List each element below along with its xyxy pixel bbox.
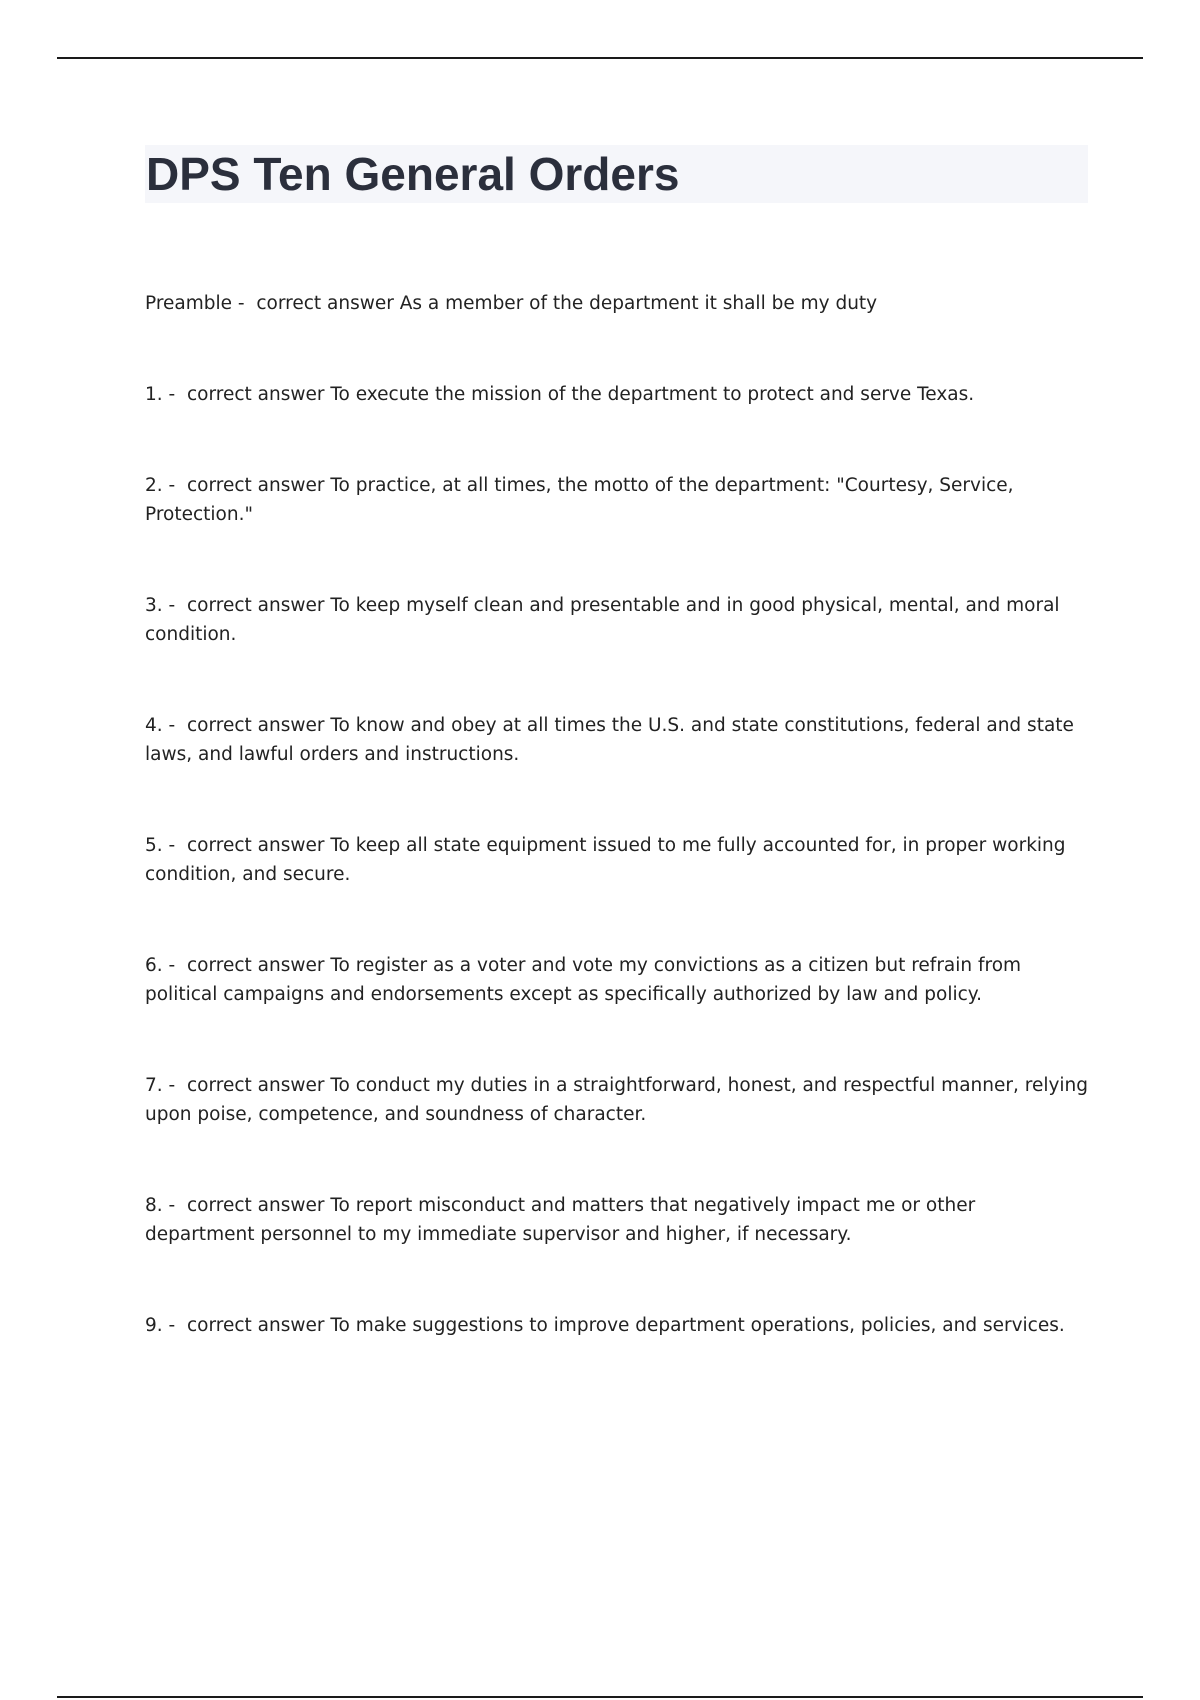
question: 5.: [145, 835, 163, 856]
answer: To keep all state equipment issued to me fully accounted for, in proper working condition, and secure.: [145, 835, 1066, 885]
answer: To conduct my duties in a straightforward, honest, and respectful manner, relying upon poise, competence, and soundness of character.: [145, 1075, 1089, 1125]
answer-label: correct answer: [186, 1315, 325, 1336]
question: 8.: [145, 1195, 163, 1216]
top-rule: [57, 57, 1143, 59]
answer: To make suggestions to improve department operations, policies, and services.: [330, 1315, 1065, 1336]
qa-item-3: 3. - correct answer To keep myself clean and presentable and in good physical, mental, and moral condition.: [145, 595, 1060, 645]
page-title: DPS Ten General Orders: [146, 148, 680, 200]
qa-item-9: 9. - correct answer To make suggestions to improve department operations, policies, and services.: [145, 1315, 1065, 1336]
qa-item-5: 5. - correct answer To keep all state equipment issued to me fully accounted for, in proper working condition, and secure.: [145, 835, 1066, 885]
qa-item-8: 8. - correct answer To report misconduct and matters that negatively impact me or other department personnel to my immediate supervisor and higher, if necessary.: [145, 1195, 976, 1245]
question: 4.: [145, 715, 163, 736]
answer-label: correct answer: [186, 384, 325, 405]
answer: As a member of the department it shall be my duty: [399, 293, 878, 314]
qa-item-preamble: Preamble - correct answer As a member of the department it shall be my duty: [145, 293, 878, 314]
qa-item-4: 4. - correct answer To know and obey at all times the U.S. and state constitutions, federal and state laws, and lawful orders and instructions.: [145, 715, 1074, 765]
qa-item-1: 1. - correct answer To execute the mission of the department to protect and serve Texas.: [145, 384, 975, 405]
question: 7.: [145, 1075, 163, 1096]
question: 3.: [145, 595, 163, 616]
answer: To register as a voter and vote my convictions as a citizen but refrain from political campaigns and endorsements except as specifically authorized by law and policy.: [145, 955, 1022, 1005]
answer-label: correct answer: [186, 1195, 325, 1216]
answer-label: correct answer: [256, 293, 394, 314]
answer-label: correct answer: [186, 715, 325, 736]
answer: To practice, at all times, the motto of the department: "Courtesy, Service, Protection.": [145, 475, 1014, 525]
qa-list: [145, 289, 1090, 1402]
question: 2.: [145, 475, 163, 496]
answer: To report misconduct and matters that negatively impact me or other department personnel to my immediate supervisor and higher, if necessary.: [145, 1195, 976, 1245]
bottom-rule: [57, 1696, 1143, 1698]
question: Preamble: [145, 293, 233, 314]
answer-label: correct answer: [186, 595, 325, 616]
qa-item-7: 7. - correct answer To conduct my duties in a straightforward, honest, and respectful manner, relying upon poise, competence, and soundness of character.: [145, 1075, 1089, 1125]
answer: To execute the mission of the department to protect and serve Texas.: [330, 384, 975, 405]
answer: To know and obey at all times the U.S. and state constitutions, federal and state laws, and lawful orders and instructions.: [145, 715, 1074, 765]
qa-item-6: 6. - correct answer To register as a voter and vote my convictions as a citizen but refrain from political campaigns and endorsements except as specifically authorized by law and policy.: [145, 955, 1022, 1005]
question: 6.: [145, 955, 163, 976]
question: 9.: [145, 1315, 163, 1336]
answer-label: correct answer: [186, 835, 325, 856]
answer-label: correct answer: [186, 955, 325, 976]
answer: To keep myself clean and presentable and in good physical, mental, and moral condition.: [145, 595, 1060, 645]
answer-label: correct answer: [186, 1075, 325, 1096]
question: 1.: [145, 384, 163, 405]
qa-item-2: 2. - correct answer To practice, at all times, the motto of the department: "Courtesy, Service, Protection.": [145, 475, 1014, 525]
answer-label: correct answer: [186, 475, 325, 496]
